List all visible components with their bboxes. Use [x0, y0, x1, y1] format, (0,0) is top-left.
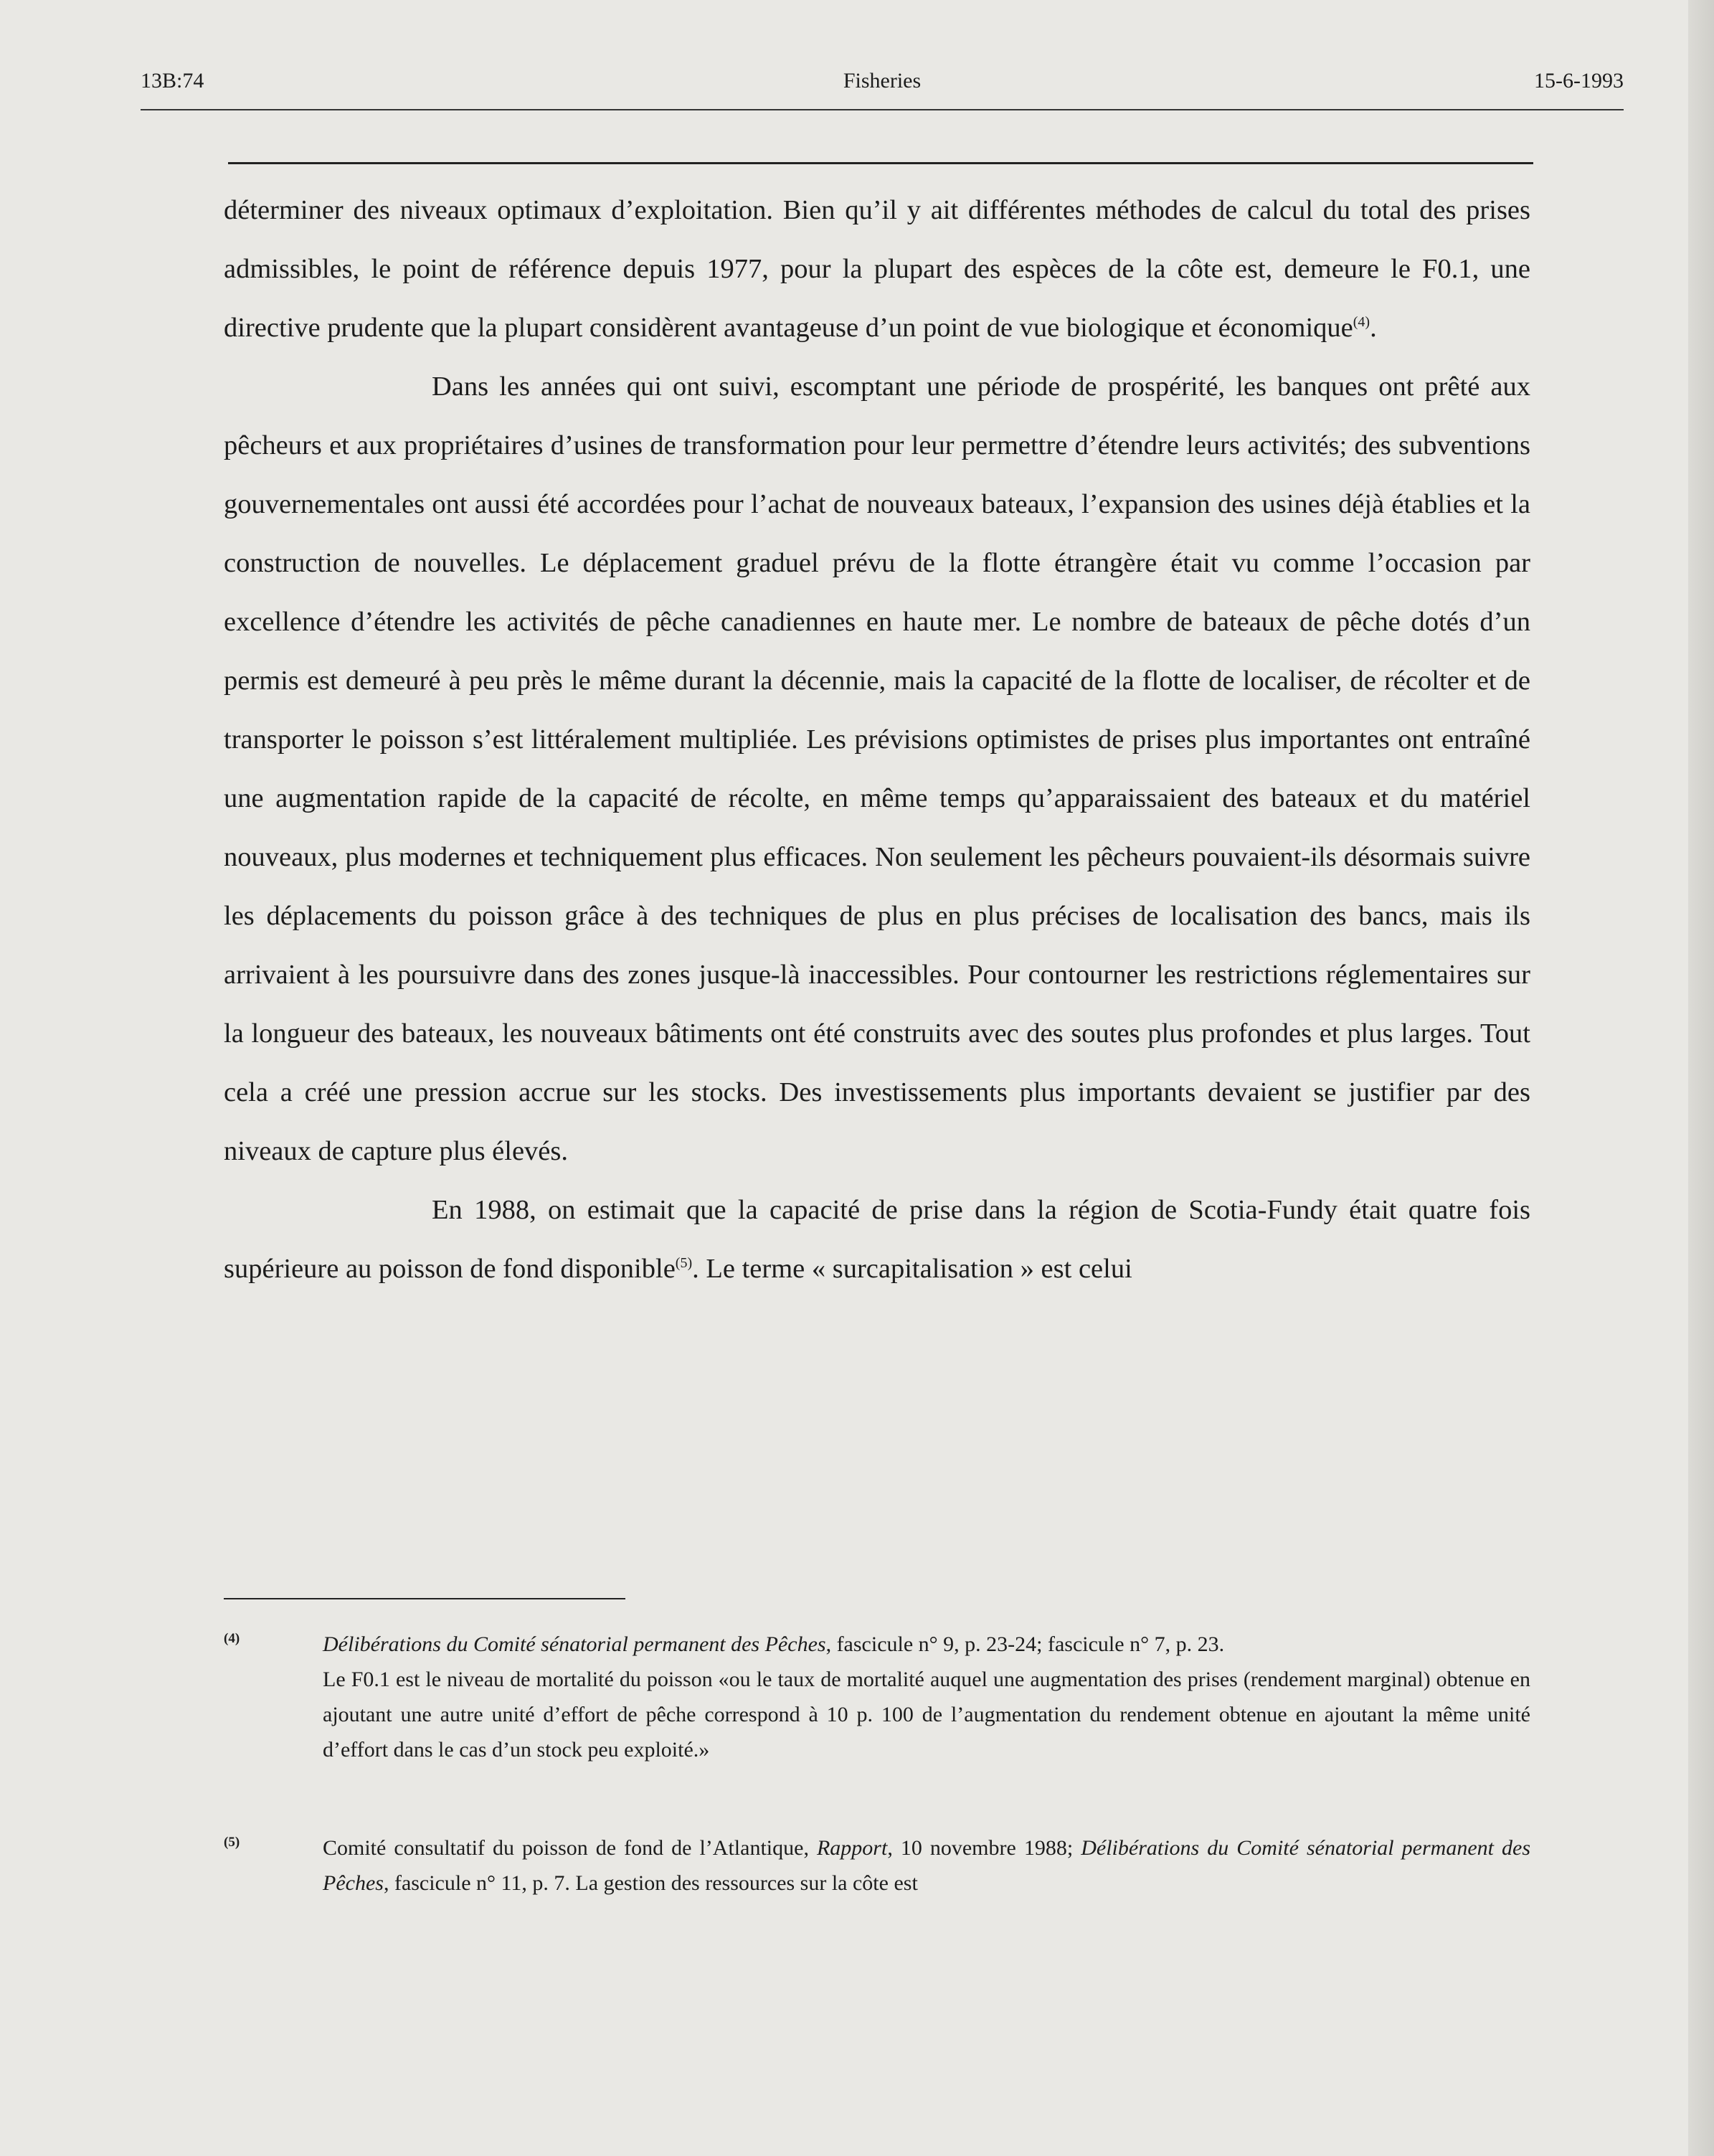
header-date: 15-6-1993: [1534, 69, 1624, 93]
footnote-mark: (5): [224, 1835, 240, 1850]
footnote-ref[interactable]: (4): [1353, 314, 1370, 331]
footnote-definition: Le F0.1 est le niveau de mortalité du poisson «ou le taux de mortalité auquel une augmentation des prises (rendement marginal) obtenue en ajoutant une autre unité d’effort de pêche correspond à 10 p. 100 de l’augmentation du rendement obtenue en ajoutant la même unité d’effort dans le cas d’un stock peu exploité.»: [323, 1668, 1530, 1762]
footnote-body: [323, 1830, 1530, 1901]
footnote-citation: Comité consultatif du poisson de fond de l’Atlantique, Rapport, 10 novembre 1988; Délibérations du Comité sénatorial permanent des Pêches, fascicule n° 11, p. 7. La gestion des ressources sur la côte est: [323, 1836, 1530, 1895]
footnote-citation: Délibérations du Comité sénatorial permanent des Pêches, fascicule n° 9, p. 23-24; fascicule n° 7, p. 23.: [323, 1632, 1225, 1656]
page-reference: 13B:74: [141, 69, 204, 93]
paragraph: Dans les années qui ont suivi, escomptant une période de prospérité, les banques ont prêté aux pêcheurs et aux propriétaires d’usines de transformation pour leur permettre d’étendre leurs activités; des subventions gouvernementales ont aussi été accordées pour l’achat de nouveaux bateaux, l’expansion des usines déjà établies et la construction de nouvelles. Le déplacement graduel prévu de la flotte étrangère était vu comme l’occasion par excellence d’étendre les activités de pêche canadiennes en haute mer. Le nombre de bateaux de pêche dotés d’un permis est demeuré à peu près le même durant la décennie, mais la capacité de la flotte de localiser, de récolter et de transporter le poisson s’est littéralement multipliée. Les prévisions optimistes de prises plus importantes ont entraîné une augmentation rapide de la capacité de récolte, en même temps qu’apparaissaient des bateaux et du matériel nouveaux, plus modernes et techniquement plus efficaces. Non seulement les pêcheurs pouvaient-ils désormais suivre les déplacements du poisson grâce à des techniques de plus en plus précises de localisation des bancs, mais ils arrivaient à les poursuivre dans des zones jusque-là inaccessibles. Pour contourner les restrictions réglementaires sur la longueur des bateaux, les nouveaux bâtiments ont été construits avec des soutes plus profondes et plus larges. Tout cela a créé une pression accrue sur les stocks. Des investissements plus importants devaient se justifier par des niveaux de capture plus élevés.: [224, 372, 1530, 1166]
text-top-rule: [228, 162, 1533, 164]
footnote: [224, 1627, 1530, 1767]
footnote-body: [323, 1627, 1530, 1767]
paragraph: En 1988, on estimait que la capacité de prise dans la région de Scotia-Fundy était quatre fois supérieure au poisson de fond disponible$^{(5)}$. Le terme « surcapitalisation » est celui: [224, 1195, 1530, 1284]
page-edge: [1688, 0, 1714, 2156]
footnote: [224, 1830, 1530, 1901]
running-header: [141, 69, 1624, 112]
footnote-mark: (4): [224, 1631, 240, 1646]
body-text: [224, 181, 1530, 1298]
header-title: Fisheries: [843, 69, 922, 93]
header-rule: [141, 109, 1624, 110]
footnote-rule: [224, 1598, 625, 1599]
paragraph: déterminer des niveaux optimaux d’exploitation. Bien qu’il y ait différentes méthodes de calcul du total des prises admissibles, le point de référence depuis 1977, pour la plupart des espèces de la côte est, demeure le F0.1, une directive prudente que la plupart considèrent avantageuse d’un point de vue biologique et économique$^{(4)}$.: [224, 195, 1530, 343]
footnote-ref[interactable]: (5): [675, 1255, 693, 1272]
